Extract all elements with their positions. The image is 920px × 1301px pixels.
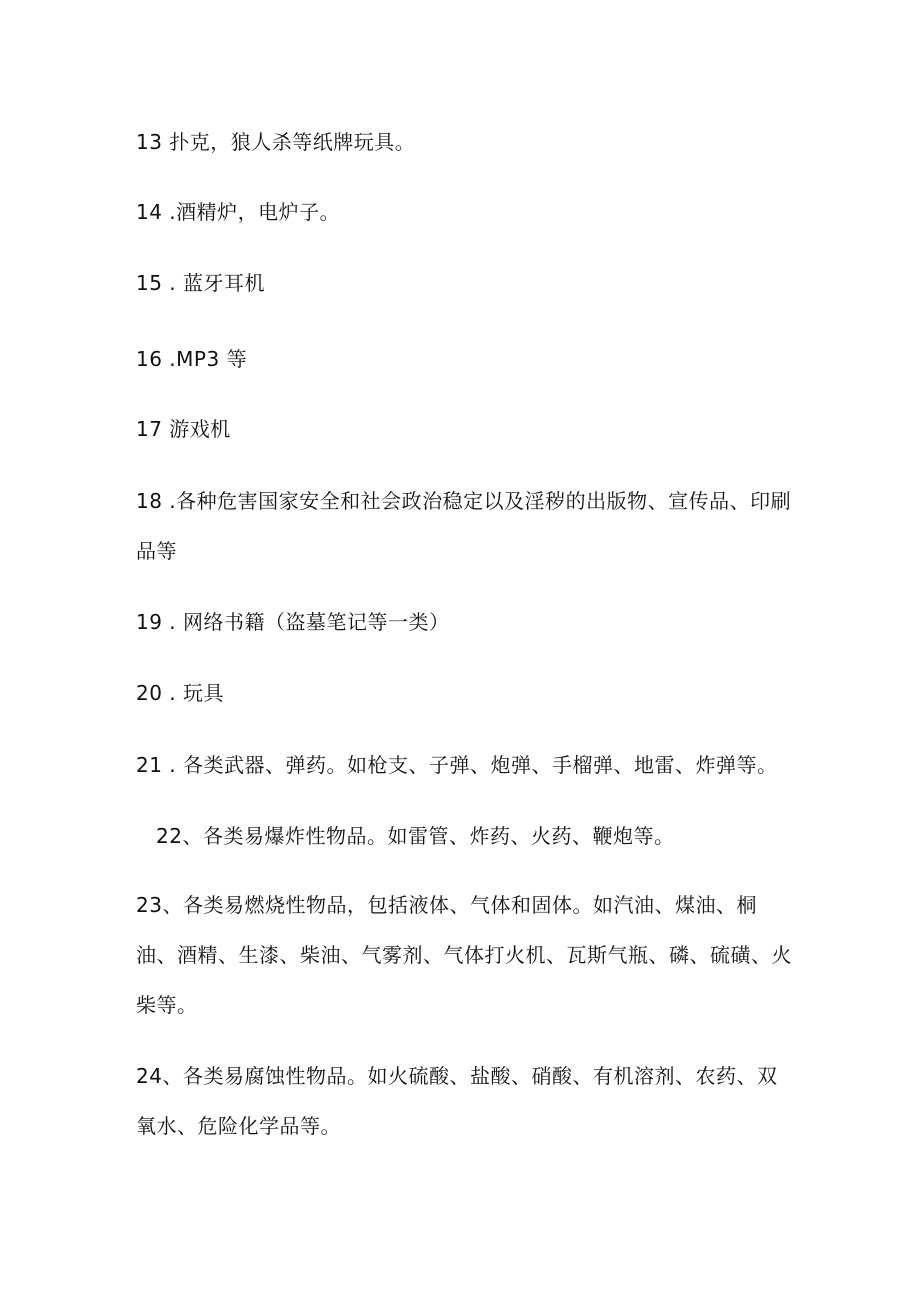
list-item-15: 15 . 蓝牙耳机 <box>136 271 266 295</box>
list-item-21: 21 . 各类武器、弹药。如枪支、子弹、炮弹、手榴弹、地雷、炸弹等。 <box>136 753 778 777</box>
list-item-20: 20 . 玩具 <box>136 681 225 705</box>
list-item-22: 22、各类易爆炸性物品。如雷管、炸药、火药、鞭炮等。 <box>156 824 675 848</box>
list-item-14: 14 .酒精炉，电炉子。 <box>136 200 341 224</box>
list-item-16: 16 .MP3 等 <box>136 347 248 371</box>
list-item-18: 18 .各种危害国家安全和社会政治稳定以及淫秽的出版物、宣传品、印刷品等 <box>136 489 792 563</box>
list-item-13: 13 扑克，狼人杀等纸牌玩具。 <box>136 130 416 154</box>
list-item-23: 23、各类易燃烧性物品，包括液体、气体和固体。如汽油、煤油、桐油、酒精、生漆、柴油、气雾剂、气体打火机、瓦斯气瓶、磷、硫磺、火柴等。 <box>136 893 792 1017</box>
list-item-17: 17 游戏机 <box>136 417 231 441</box>
list-item-19: 19 . 网络书籍（盗墓笔记等一类） <box>136 610 450 634</box>
list-item-24: 24、各类易腐蚀性物品。如火硫酸、盐酸、硝酸、有机溶剂、农药、双氧水、危险化学品等。 <box>136 1064 778 1138</box>
